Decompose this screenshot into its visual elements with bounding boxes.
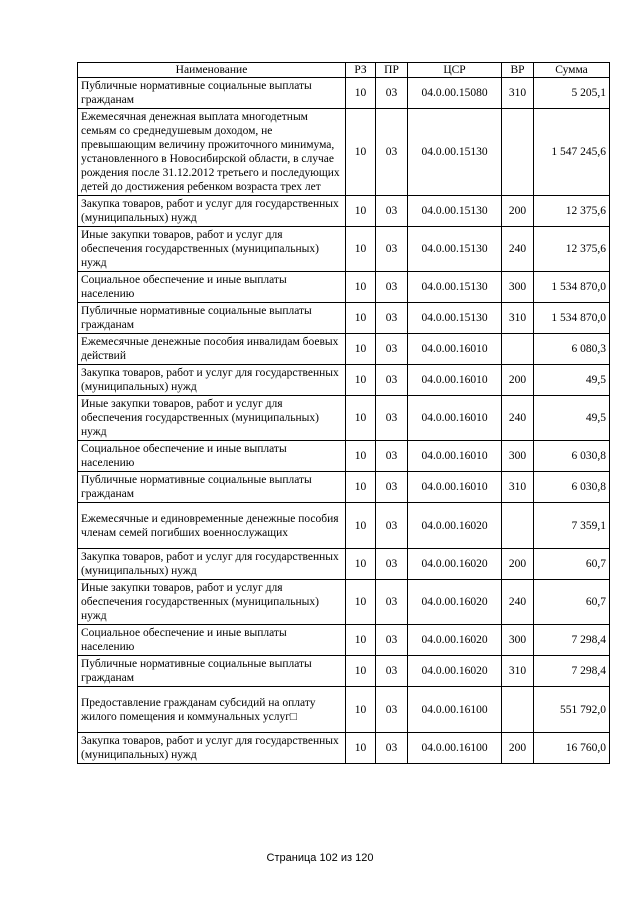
cell-vr: 310 <box>502 472 534 503</box>
cell-csr: 04.0.00.16010 <box>408 441 502 472</box>
cell-rz: 10 <box>346 733 376 764</box>
cell-vr <box>502 334 534 365</box>
cell-vr: 310 <box>502 303 534 334</box>
table-row <box>78 687 610 733</box>
cell-sum: 7 298,4 <box>534 625 610 656</box>
cell-csr: 04.0.00.15130 <box>408 109 502 196</box>
cell-rz: 10 <box>346 272 376 303</box>
cell-sum: 60,7 <box>534 580 610 625</box>
cell-pr: 03 <box>376 625 408 656</box>
header-csr: ЦСР <box>408 63 502 78</box>
cell-vr: 200 <box>502 365 534 396</box>
table-row <box>78 78 610 109</box>
cell-pr: 03 <box>376 441 408 472</box>
table-row <box>78 472 610 503</box>
cell-sum: 1 547 245,6 <box>534 109 610 196</box>
cell-rz: 10 <box>346 472 376 503</box>
cell-sum: 6 080,3 <box>534 334 610 365</box>
cell-name: Ежемесячная денежная выплата многодетным семьям со среднедушевым доходом, не превышающим величину прожиточного минимума, установленного в Новосибирской области, в случае рождения после 31.12.2012 третьего и последующих детей до достижения ребенком возраста трех лет <box>78 109 346 196</box>
cell-csr: 04.0.00.15130 <box>408 196 502 227</box>
cell-name: Закупка товаров, работ и услуг для государственных (муниципальных) нужд <box>78 365 346 396</box>
cell-rz: 10 <box>346 109 376 196</box>
cell-name: Социальное обеспечение и иные выплаты населению <box>78 441 346 472</box>
table-row <box>78 625 610 656</box>
cell-name: Иные закупки товаров, работ и услуг для обеспечения государственных (муниципальных) нужд <box>78 396 346 441</box>
cell-rz: 10 <box>346 334 376 365</box>
page-footer: Страница 102 из 120 <box>266 852 374 864</box>
cell-name: Социальное обеспечение и иные выплаты населению <box>78 272 346 303</box>
cell-vr: 240 <box>502 227 534 272</box>
cell-vr <box>502 109 534 196</box>
cell-rz: 10 <box>346 441 376 472</box>
cell-sum: 49,5 <box>534 396 610 441</box>
cell-name: Публичные нормативные социальные выплаты гражданам <box>78 78 346 109</box>
cell-vr: 240 <box>502 580 534 625</box>
header-pr: ПР <box>376 63 408 78</box>
cell-csr: 04.0.00.16010 <box>408 396 502 441</box>
cell-rz: 10 <box>346 365 376 396</box>
header-rz: РЗ <box>346 63 376 78</box>
header-sum: Сумма <box>534 63 610 78</box>
cell-name: Ежемесячные денежные пособия инвалидам боевых действий <box>78 334 346 365</box>
cell-name: Закупка товаров, работ и услуг для государственных (муниципальных) нужд <box>78 196 346 227</box>
cell-name: Предоставление гражданам субсидий на оплату жилого помещения и коммунальных услуг□ <box>78 687 346 733</box>
cell-csr: 04.0.00.16010 <box>408 365 502 396</box>
cell-sum: 49,5 <box>534 365 610 396</box>
cell-sum: 7 359,1 <box>534 503 610 549</box>
cell-pr: 03 <box>376 196 408 227</box>
cell-sum: 1 534 870,0 <box>534 272 610 303</box>
cell-name: Закупка товаров, работ и услуг для государственных (муниципальных) нужд <box>78 733 346 764</box>
cell-sum: 6 030,8 <box>534 441 610 472</box>
cell-pr: 03 <box>376 109 408 196</box>
cell-csr: 04.0.00.16020 <box>408 625 502 656</box>
cell-pr: 03 <box>376 580 408 625</box>
cell-vr: 300 <box>502 441 534 472</box>
cell-rz: 10 <box>346 687 376 733</box>
cell-sum: 7 298,4 <box>534 656 610 687</box>
cell-vr: 200 <box>502 549 534 580</box>
cell-rz: 10 <box>346 656 376 687</box>
cell-pr: 03 <box>376 303 408 334</box>
cell-rz: 10 <box>346 196 376 227</box>
table-row <box>78 365 610 396</box>
cell-vr <box>502 687 534 733</box>
cell-pr: 03 <box>376 396 408 441</box>
cell-csr: 04.0.00.16020 <box>408 503 502 549</box>
table-row <box>78 272 610 303</box>
cell-csr: 04.0.00.15130 <box>408 303 502 334</box>
table-row <box>78 441 610 472</box>
cell-pr: 03 <box>376 656 408 687</box>
header-name: Наименование <box>78 63 346 78</box>
cell-sum: 12 375,6 <box>534 227 610 272</box>
cell-vr <box>502 503 534 549</box>
cell-vr: 310 <box>502 78 534 109</box>
cell-csr: 04.0.00.16020 <box>408 580 502 625</box>
table-row <box>78 656 610 687</box>
table-row <box>78 227 610 272</box>
cell-pr: 03 <box>376 78 408 109</box>
table-row <box>78 196 610 227</box>
table-row <box>78 109 610 196</box>
table-row <box>78 334 610 365</box>
cell-vr: 300 <box>502 272 534 303</box>
table-row <box>78 733 610 764</box>
budget-table <box>77 62 610 764</box>
cell-sum: 1 534 870,0 <box>534 303 610 334</box>
cell-name: Публичные нормативные социальные выплаты гражданам <box>78 303 346 334</box>
cell-rz: 10 <box>346 303 376 334</box>
cell-name: Ежемесячные и единовременные денежные пособия членам семей погибших военнослужащих <box>78 503 346 549</box>
cell-pr: 03 <box>376 733 408 764</box>
table-row <box>78 396 610 441</box>
cell-rz: 10 <box>346 78 376 109</box>
cell-pr: 03 <box>376 365 408 396</box>
cell-csr: 04.0.00.15130 <box>408 272 502 303</box>
cell-vr: 240 <box>502 396 534 441</box>
cell-csr: 04.0.00.16020 <box>408 549 502 580</box>
cell-pr: 03 <box>376 334 408 365</box>
cell-sum: 5 205,1 <box>534 78 610 109</box>
cell-rz: 10 <box>346 549 376 580</box>
cell-pr: 03 <box>376 549 408 580</box>
cell-sum: 6 030,8 <box>534 472 610 503</box>
cell-csr: 04.0.00.16010 <box>408 334 502 365</box>
table-row <box>78 549 610 580</box>
cell-sum: 12 375,6 <box>534 196 610 227</box>
cell-name: Публичные нормативные социальные выплаты гражданам <box>78 472 346 503</box>
cell-name: Закупка товаров, работ и услуг для государственных (муниципальных) нужд <box>78 549 346 580</box>
cell-vr: 310 <box>502 656 534 687</box>
cell-name: Иные закупки товаров, работ и услуг для обеспечения государственных (муниципальных) нужд <box>78 580 346 625</box>
table-row <box>78 580 610 625</box>
cell-csr: 04.0.00.16100 <box>408 687 502 733</box>
cell-name: Иные закупки товаров, работ и услуг для обеспечения государственных (муниципальных) нужд <box>78 227 346 272</box>
cell-pr: 03 <box>376 503 408 549</box>
cell-vr: 200 <box>502 733 534 764</box>
cell-pr: 03 <box>376 687 408 733</box>
cell-name: Публичные нормативные социальные выплаты гражданам <box>78 656 346 687</box>
cell-sum: 16 760,0 <box>534 733 610 764</box>
cell-pr: 03 <box>376 472 408 503</box>
cell-csr: 04.0.00.15130 <box>408 227 502 272</box>
cell-sum: 551 792,0 <box>534 687 610 733</box>
cell-csr: 04.0.00.15080 <box>408 78 502 109</box>
cell-vr: 200 <box>502 196 534 227</box>
cell-sum: 60,7 <box>534 549 610 580</box>
cell-name: Социальное обеспечение и иные выплаты населению <box>78 625 346 656</box>
cell-vr: 300 <box>502 625 534 656</box>
cell-csr: 04.0.00.16100 <box>408 733 502 764</box>
cell-rz: 10 <box>346 625 376 656</box>
cell-rz: 10 <box>346 227 376 272</box>
table-body <box>78 78 610 764</box>
cell-rz: 10 <box>346 396 376 441</box>
cell-csr: 04.0.00.16010 <box>408 472 502 503</box>
header-vr: ВР <box>502 63 534 78</box>
table-header-row <box>78 63 610 78</box>
cell-pr: 03 <box>376 227 408 272</box>
cell-rz: 10 <box>346 503 376 549</box>
table-row <box>78 503 610 549</box>
cell-pr: 03 <box>376 272 408 303</box>
table-row <box>78 303 610 334</box>
cell-csr: 04.0.00.16020 <box>408 656 502 687</box>
cell-rz: 10 <box>346 580 376 625</box>
